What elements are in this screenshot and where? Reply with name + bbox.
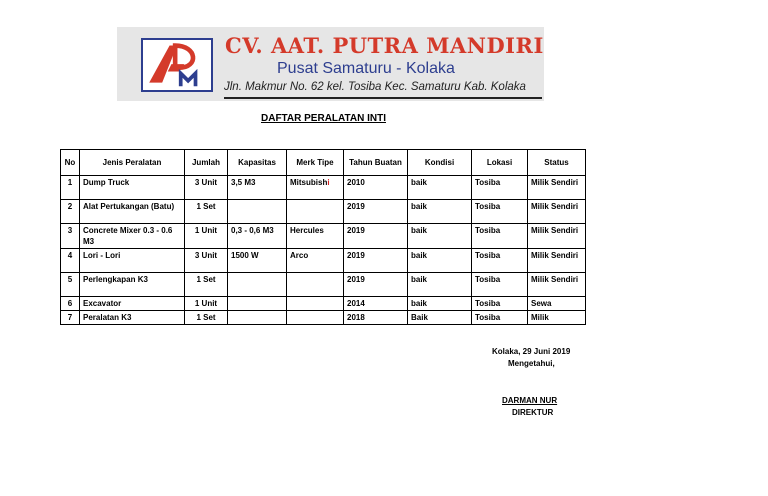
cell-brand-main: Mitsubish (290, 178, 328, 187)
cell-location: Tosiba (472, 224, 528, 249)
cell-no: 7 (61, 311, 80, 325)
cell-status: Milik Sendiri (528, 249, 586, 273)
cell-status: Milik (528, 311, 586, 325)
table-row (61, 224, 586, 249)
company-name: CV. AAT. PUTRA MANDIRI (225, 33, 544, 58)
cell-status: Sewa (528, 297, 586, 311)
cell-location: Tosiba (472, 176, 528, 200)
letterhead (117, 27, 544, 101)
cell-location: Tosiba (472, 249, 528, 273)
cell-brand (287, 311, 344, 325)
table-row (61, 176, 586, 200)
equipment-table (60, 149, 586, 325)
company-subtitle: Pusat Samaturu - Kolaka (277, 60, 455, 77)
cell-brand (287, 297, 344, 311)
cell-year: 2018 (344, 311, 408, 325)
cell-no: 4 (61, 249, 80, 273)
table-row (61, 297, 586, 311)
cell-brand-main: Hercules (290, 226, 324, 235)
cell-capacity: 3,5 M3 (228, 176, 287, 200)
cell-qty: 1 Set (185, 273, 228, 297)
cell-no: 5 (61, 273, 80, 297)
header-brand: Merk Tipe (287, 150, 344, 176)
letterhead-rule (224, 97, 542, 99)
header-no: No (61, 150, 80, 176)
cell-year: 2019 (344, 224, 408, 249)
cell-qty: 1 Unit (185, 224, 228, 249)
table-row (61, 249, 586, 273)
header-year: Tahun Buatan (344, 150, 408, 176)
cell-capacity (228, 297, 287, 311)
cell-capacity (228, 311, 287, 325)
cell-condition: baik (408, 249, 472, 273)
cell-name: Dump Truck (80, 176, 185, 200)
company-logo-mark (143, 40, 211, 90)
cell-capacity (228, 200, 287, 224)
cell-qty: 3 Unit (185, 249, 228, 273)
cell-status: Milik Sendiri (528, 224, 586, 249)
cell-name: Concrete Mixer 0.3 - 0.6 M3 (80, 224, 185, 249)
cell-status: Milik Sendiri (528, 273, 586, 297)
company-address: Jln. Makmur No. 62 kel. Tosiba Kec. Samaturu Kab. Kolaka (224, 81, 526, 93)
signatory-role: DIREKTUR (512, 408, 554, 417)
cell-condition: baik (408, 200, 472, 224)
cell-brand (287, 224, 344, 249)
cell-brand (287, 249, 344, 273)
cell-no: 2 (61, 200, 80, 224)
cell-status: Milik Sendiri (528, 200, 586, 224)
cell-capacity: 0,3 - 0,6 M3 (228, 224, 287, 249)
cell-condition: baik (408, 273, 472, 297)
header-condition: Kondisi (408, 150, 472, 176)
cell-location: Tosiba (472, 273, 528, 297)
header-qty: Jumlah (185, 150, 228, 176)
cell-location: Tosiba (472, 311, 528, 325)
table-row (61, 200, 586, 224)
cell-name: Alat Pertukangan (Batu) (80, 200, 185, 224)
cell-condition: Baik (408, 311, 472, 325)
cell-location: Tosiba (472, 297, 528, 311)
cell-year: 2019 (344, 200, 408, 224)
cell-year: 2014 (344, 297, 408, 311)
signature-acknowledged: Mengetahui, (508, 359, 555, 368)
cell-year: 2019 (344, 273, 408, 297)
cell-location: Tosiba (472, 200, 528, 224)
cell-condition: baik (408, 224, 472, 249)
cell-qty: 1 Set (185, 200, 228, 224)
cell-name: Lori - Lori (80, 249, 185, 273)
document-title: DAFTAR PERALATAN INTI (261, 113, 386, 124)
cell-condition: baik (408, 297, 472, 311)
signatory-name: DARMAN NUR (502, 396, 558, 405)
cell-no: 1 (61, 176, 80, 200)
header-capacity: Kapasitas (228, 150, 287, 176)
cell-name: Peralatan K3 (80, 311, 185, 325)
cell-brand (287, 273, 344, 297)
cell-year: 2010 (344, 176, 408, 200)
cell-qty: 1 Unit (185, 297, 228, 311)
table-row (61, 273, 586, 297)
cell-year: 2019 (344, 249, 408, 273)
table-row (61, 311, 586, 325)
header-status: Status (528, 150, 586, 176)
cell-status: Milik Sendiri (528, 176, 586, 200)
cell-condition: baik (408, 176, 472, 200)
cell-no: 3 (61, 224, 80, 249)
cell-name: Excavator (80, 297, 185, 311)
cell-brand (287, 200, 344, 224)
signature-place-date: Kolaka, 29 Juni 2019 (492, 347, 571, 356)
header-name: Jenis Peralatan (80, 150, 185, 176)
cell-qty: 3 Unit (185, 176, 228, 200)
cell-brand-tail: i (327, 178, 330, 187)
header-location: Lokasi (472, 150, 528, 176)
cell-brand (287, 176, 344, 200)
cell-capacity: 1500 W (228, 249, 287, 273)
cell-brand-main: Arco (290, 251, 309, 260)
cell-qty: 1 Set (185, 311, 228, 325)
cell-capacity (228, 273, 287, 297)
cell-no: 6 (61, 297, 80, 311)
company-logo (141, 38, 213, 92)
table-header-row (61, 150, 586, 176)
cell-name: Perlengkapan K3 (80, 273, 185, 297)
